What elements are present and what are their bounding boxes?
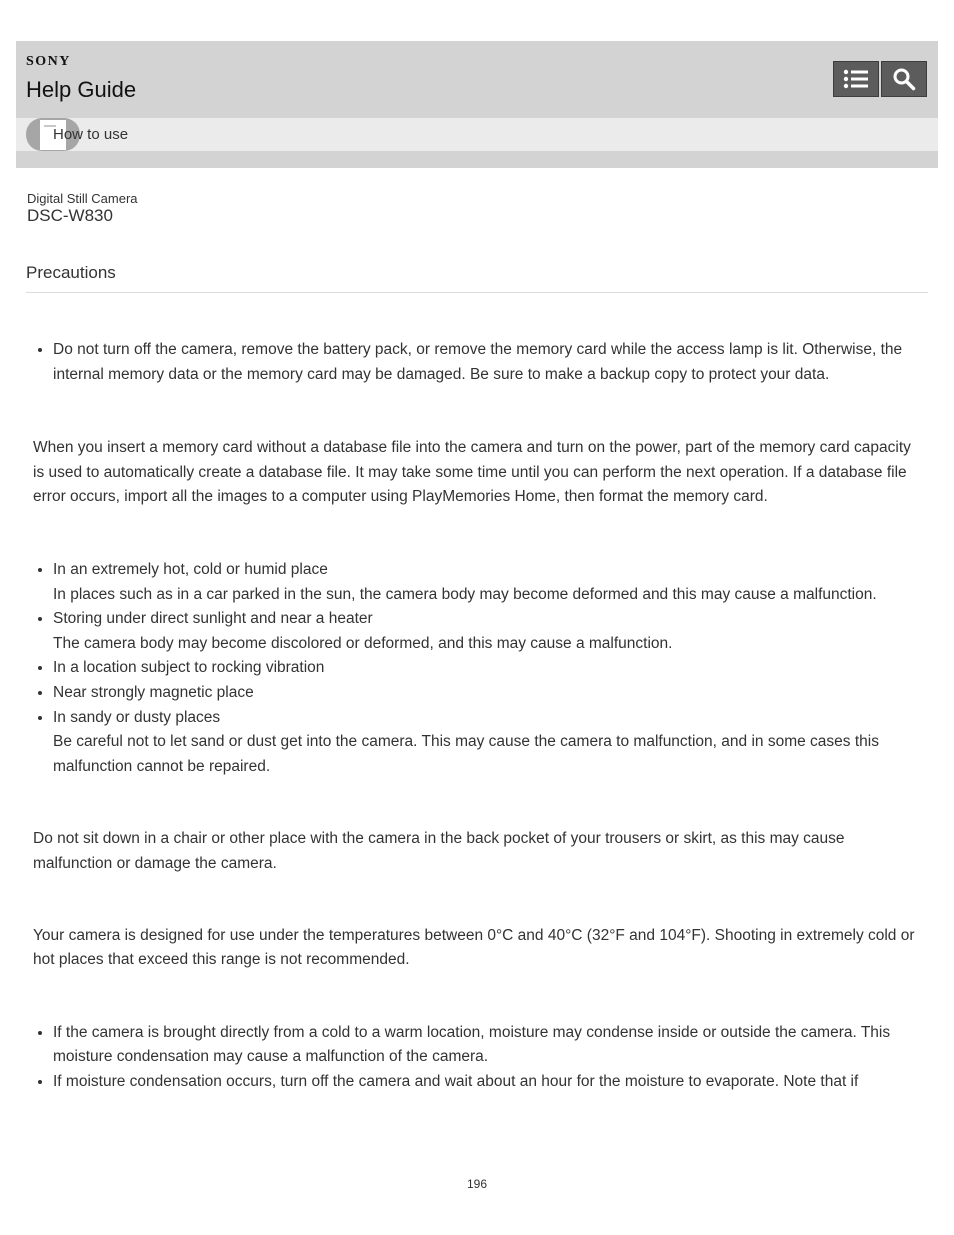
breadcrumb-bar: [16, 118, 938, 151]
list-item: • If moisture condensation occurs, turn off the camera and wait about an hour for the moisture to evaporate. Note that if: [53, 1070, 925, 1095]
guide-title[interactable]: Help Guide: [26, 77, 137, 102]
list-item: [53, 558, 925, 607]
list-item: [53, 706, 925, 780]
bullet-list: [33, 558, 925, 779]
toc-button[interactable]: [833, 61, 879, 97]
product-category: Digital Still Camera: [27, 191, 138, 206]
list-item-title: In sandy or dusty places: [53, 708, 221, 726]
site-header: [16, 41, 938, 118]
article-body: [33, 338, 925, 1094]
list-item: [53, 656, 925, 681]
list-item-title: In a location subject to rocking vibration: [53, 659, 325, 677]
list-item-title: Storing under direct sunlight and near a heater: [53, 610, 373, 628]
brand-logo: SONY: [26, 54, 71, 69]
list-item: [53, 681, 925, 706]
bullet-list: [33, 338, 925, 387]
bullet-list: [33, 1021, 925, 1095]
title-divider: [26, 292, 928, 293]
list-item: • If the camera is brought directly from a cold to a warm location, moisture may condense inside or outside the camera. This moisture condensation may cause a malfunction of the camera.: [53, 1021, 925, 1070]
list-icon: [843, 68, 869, 90]
page-number: 196: [466, 1177, 488, 1191]
list-item-description: The camera body may become discolored or deformed, and this may cause a malfunction.: [53, 634, 673, 652]
breadcrumb-divider: [16, 151, 938, 168]
list-item: • Do not turn off the camera, remove the battery pack, or remove the memory card while the access lamp is lit. Otherwise, the internal memory data or the memory card may be damaged. Be sure to make a backup copy to protect your data.: [53, 338, 925, 387]
search-icon: [892, 67, 916, 91]
paragraph: Do not sit down in a chair or other place with the camera in the back pocket of your trousers or skirt, as this may cause malfunction or damage the camera.: [33, 830, 845, 872]
list-item-title: Near strongly magnetic place: [53, 683, 254, 701]
list-item: [53, 607, 925, 656]
search-button[interactable]: [881, 61, 927, 97]
page-title: Precautions: [26, 263, 116, 282]
list-item-title: In an extremely hot, cold or humid place: [53, 560, 328, 578]
list-item-description: In places such as in a car parked in the sun, the camera body may become deformed and this may cause a malfunction.: [53, 585, 877, 603]
section-link-how-to-use[interactable]: How to use: [53, 126, 129, 143]
paragraph: When you insert a memory card without a database file into the camera and turn on the power, part of the memory card capacity is used to automatically create a database file. It may take some time until you can perform the next operation. If a database file error occurs, import all the images to a computer using PlayMemories Home, then format the memory card.: [33, 439, 911, 506]
list-item-description: Be careful not to let sand or dust get into the camera. This may cause the camera to malfunction, and in some cases this malfunction cannot be repaired.: [53, 733, 879, 775]
paragraph: Your camera is designed for use under the temperatures between 0°C and 40°C (32°F and 104°F). Shooting in extremely cold or hot places that exceed this range is not recommended.: [33, 926, 915, 969]
product-model: DSC-W830: [27, 206, 113, 225]
